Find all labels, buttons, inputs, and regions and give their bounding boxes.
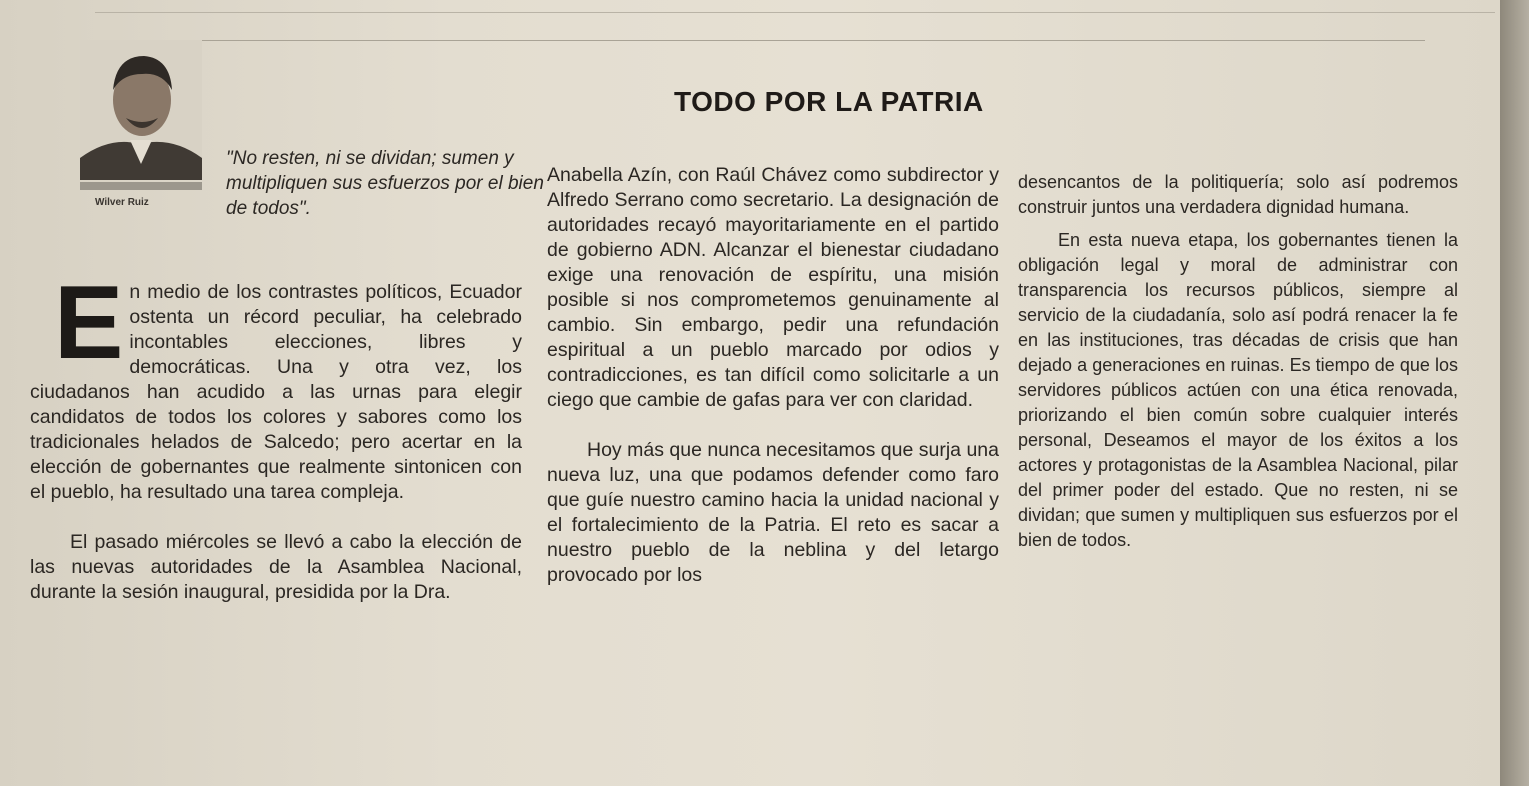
paragraph-6: En esta nueva etapa, los gobernantes tienen la obligación legal y moral de administrar con transparencia los recursos públicos, siempre al servicio de la ciudadanía, solo así podrá renacer la fe en las instituciones, tras décadas de crisis que han dejado a generaciones en ruinas. Es tiempo de que los servidores públicos actúen con una ética renovada, priorizando el bien común sobre cualquier interés personal, Deseamos el mayor de los éxitos a los actores y protagonistas de la Asamblea Nacional, pilar del primer poder del estado. Que no resten, ni se dividan; que sumen y multipliquen sus esfuerzos por el bien de todos. (1018, 230, 1458, 550)
photo-caption-bar (80, 182, 202, 190)
page-edge (1500, 0, 1529, 786)
paragraph-1 (30, 265, 522, 505)
author-photo (80, 40, 202, 180)
column-3 (1018, 170, 1458, 553)
article-headline: TODO POR LA PATRIA (674, 86, 984, 117)
author-caption: Wilver Ruiz (95, 197, 149, 208)
paragraph-5: desencantos de la politiquería; solo así podremos construir juntos una verdadera dignidad humana. (1018, 172, 1458, 217)
paragraph-4: Hoy más que nunca necesitamos que surja una nueva luz, una que podamos defender como faro que guíe nuestro camino hacia la unidad nacional y el fortalecimiento de la Patria. El reto es sacar a nuestro pueblo de la neblina y del letargo provocado por los (547, 439, 999, 586)
top-rule (95, 12, 1495, 13)
column-1 (30, 265, 522, 605)
drop-cap: E (54, 265, 124, 381)
pull-quote: "No resten, ni se dividan; sumen y multipliquen sus esfuerzos por el bien de todos". (226, 148, 544, 219)
author-portrait-icon (80, 40, 202, 180)
paragraph-3: Anabella Azín, con Raúl Chávez como subdirector y Alfredo Serrano como secretario. La designación de autoridades recayó mayoritariamente en el partido de gobierno ADN. Alcanzar el bienestar ciudadano exige una renovación de espíritu, una misión posible si nos comprometemos genuinamente al cambio. Sin embargo, pedir una refundación espiritual a un pueblo marcado por odios y contradicciones, es tan difícil como solicitarle a un ciego que cambie de gafas para ver con claridad. (547, 164, 999, 411)
header-rule (95, 40, 1425, 41)
paragraph-1-text: n medio de los contrastes políticos, Ecuador ostenta un récord peculiar, ha celebrado incontables elecciones, libres y democráticas. Una y otra vez, los ciudadanos han acudido a las urnas para elegir candidatos de todos los colores y sabores como los tradicionales helados de Salcedo; pero acertar en la elección de gobernantes que realmente sintonicen con el pueblo, ha resultado una tarea compleja. (30, 281, 522, 503)
column-2 (547, 163, 999, 588)
paragraph-2: El pasado miércoles se llevó a cabo la elección de las nuevas autoridades de la Asamblea Nacional, durante la sesión inaugural, presidida por la Dra. (30, 531, 522, 603)
